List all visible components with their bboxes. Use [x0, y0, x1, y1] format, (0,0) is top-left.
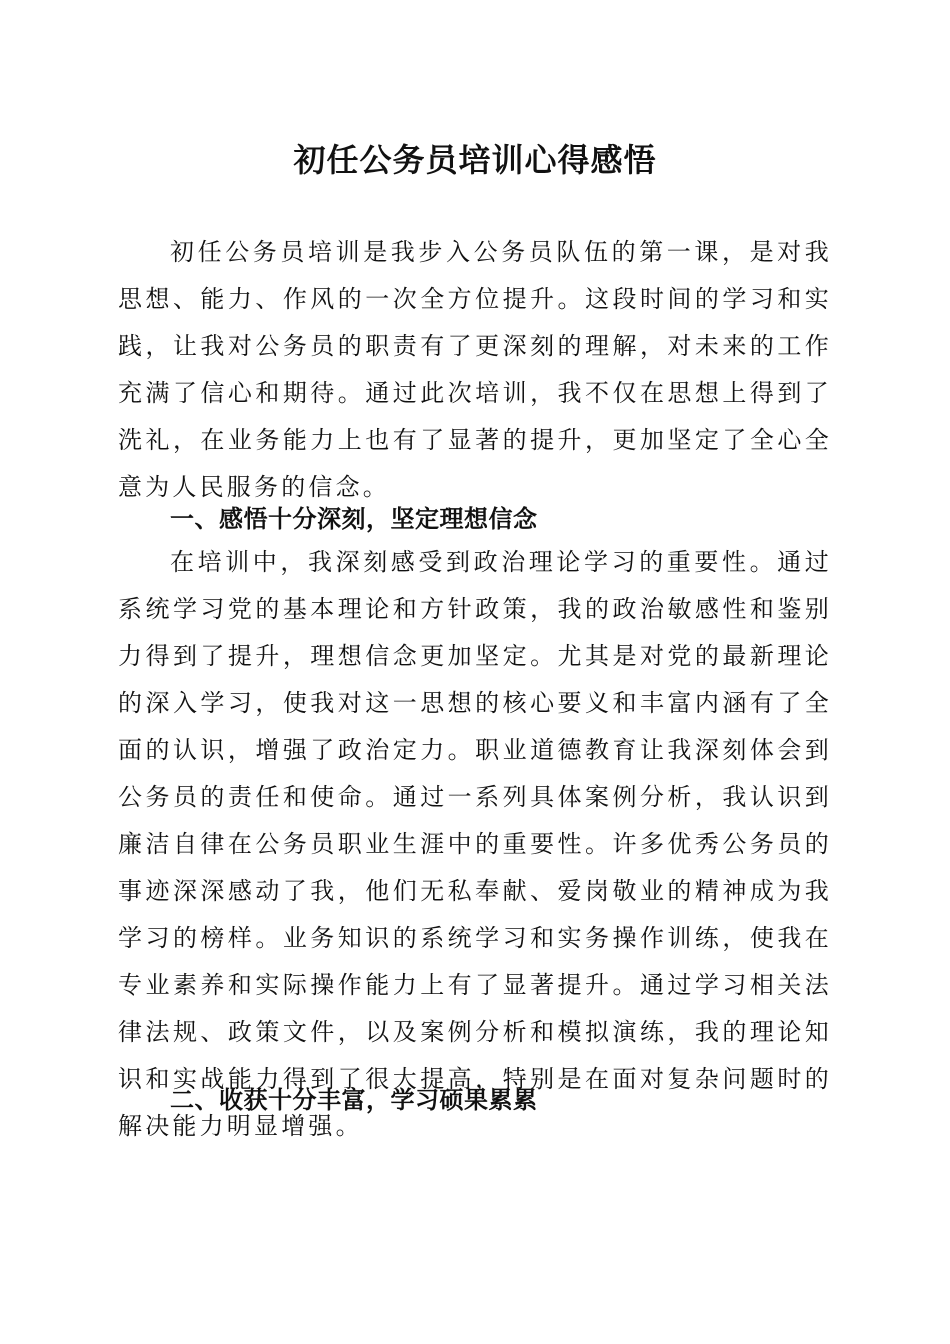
section-1-heading: 一、感悟十分深刻，坚定理想信念	[170, 505, 538, 533]
document-title: 初任公务员培训心得感悟	[293, 141, 657, 179]
section-1-paragraph: 在培训中，我深刻感受到政治理论学习的重要性。通过系统学习党的基本理论和方针政策，我的政治敏感性和鉴别力得到了提升，理想信念更加坚定。尤其是对党的最新理论的深入学习，使我对这一思想的核心要义和丰富内涵有了全面的认识，增强了政治定力。职业道德教育让我深刻体会到公务员的责任和使命。通过一系列具体案例分析，我认识到廉洁自律在公务员职业生涯中的重要性。许多优秀公务员的事迹深深感动了我，他们无私奉献、爱岗敬业的精神成为我学习的榜样。业务知识的系统学习和实务操作训练，使我在专业素养和实际操作能力上有了显著提升。通过学习相关法律法规、政策文件，以及案例分析和模拟演练，我的理论知识和实战能力得到了很大提高，特别是在面对复杂问题时的解决能力明显增强。	[118, 548, 832, 1140]
intro-paragraph: 初任公务员培训是我步入公务员队伍的第一课，是对我思想、能力、作风的一次全方位提升。这段时间的学习和实践，让我对公务员的职责有了更深刻的理解，对未来的工作充满了信心和期待。通过此次培训，我不仅在思想上得到了洗礼，在业务能力上也有了显著的提升，更加坚定了全心全意为人民服务的信念。	[118, 238, 832, 501]
section-2-heading: 二、收获十分丰富，学习硕果累累	[170, 1086, 538, 1114]
